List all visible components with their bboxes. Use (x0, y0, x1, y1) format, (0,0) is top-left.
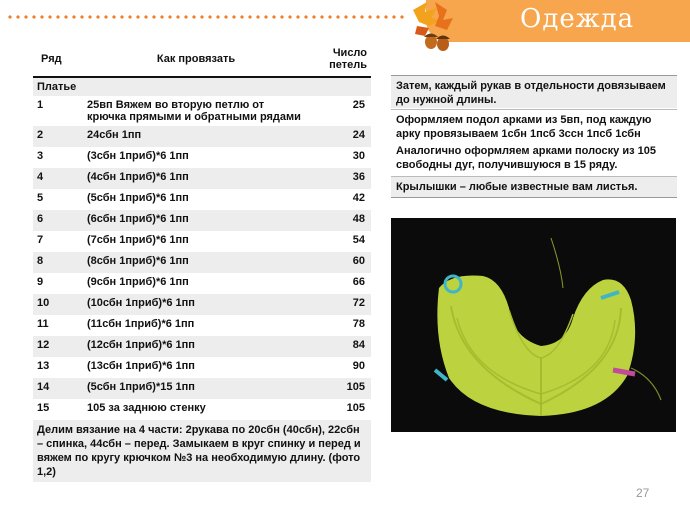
table-row (33, 273, 371, 294)
table-row (33, 378, 371, 399)
table-note: Делим вязание на 4 части: 2рукава по 20сбн (40сбн), 22сбн – спинка, 44сбн – перед. Замыкаем в круг спинку и перед и вяжем по кругу крючком №3 на необходимую длину. (фото 1,2) (33, 420, 371, 482)
section-row (33, 77, 371, 96)
stitch-count-cell: 66 (352, 276, 365, 288)
side-text-hem: Оформляем подол арками из 5вп, под каждую арку провязываем 1сбн 1псб 3ссн 1псб 1сбн (396, 114, 652, 140)
table-row (33, 96, 371, 126)
dotted-divider (6, 15, 406, 19)
instruction-cell: 24сбн 1пп (87, 129, 142, 141)
row-number-cell: 10 (37, 297, 50, 309)
table-row (33, 210, 371, 231)
title-banner (440, 0, 690, 42)
pattern-table (33, 41, 371, 482)
stitch-count-cell: 78 (352, 318, 365, 330)
instruction-cell: (10сбн 1приб)*6 1пп (87, 297, 195, 309)
stitch-count-cell: 72 (352, 297, 365, 309)
table-row (33, 315, 371, 336)
row-number-cell: 14 (37, 381, 50, 393)
row-number-cell: 4 (37, 171, 44, 183)
row-number-cell: 11 (37, 318, 49, 330)
instruction-cell: (4сбн 1приб)*6 1пп (87, 171, 189, 183)
stitch-count-cell: 60 (352, 255, 365, 267)
instruction-cell: (13сбн 1приб)*6 1пп (87, 360, 195, 372)
table-row (33, 294, 371, 315)
stitch-count-cell: 30 (352, 150, 365, 162)
instruction-cell: (3сбн 1приб)*6 1пп (87, 150, 189, 162)
instruction-cell: (5сбн 1приб)*6 1пп (87, 192, 189, 204)
page-number: 27 (636, 486, 650, 500)
side-text-strip: Аналогично оформляем арками полоску из 105 свободны дуг, получившуюся в 15 ряду. (396, 145, 656, 171)
col-header-row: Ряд (41, 52, 62, 65)
page-title: Одежда (520, 4, 635, 34)
instruction-cell: (12сбн 1приб)*6 1пп (87, 339, 195, 351)
instruction-cell: (11сбн 1приб)*6 1пп (87, 318, 195, 330)
instruction-cell: (5сбн 1приб)*15 1пп (87, 381, 195, 393)
row-number-cell: 8 (37, 255, 44, 267)
stitch-count-cell: 90 (352, 360, 365, 372)
autumn-leaves-acorn-icon (405, 0, 465, 58)
instruction-cell: 25вп Вяжем во вторую петлю от крючка прямыми и обратными рядами (87, 99, 301, 123)
stitch-count-cell: 105 (346, 381, 365, 393)
instruction-cell: 105 за заднюю стенку (87, 402, 206, 414)
table-row (33, 147, 371, 168)
row-number-cell: 3 (37, 150, 44, 162)
row-number-cell: 15 (37, 402, 50, 414)
stitch-count-cell: 84 (352, 339, 365, 351)
row-number-cell: 2 (37, 129, 44, 141)
crochet-yoke-photo (391, 218, 676, 432)
row-number-cell: 6 (37, 213, 44, 225)
table-row (33, 357, 371, 378)
table-row (33, 168, 371, 189)
row-number-cell: 7 (37, 234, 44, 246)
stitch-count-cell: 24 (352, 129, 365, 141)
table-header (33, 41, 371, 77)
table-row (33, 399, 371, 420)
instruction-cell: (9сбн 1приб)*6 1пп (87, 276, 189, 288)
instruction-cell: (6сбн 1приб)*6 1пп (87, 213, 189, 225)
table-row (33, 126, 371, 147)
row-number-cell: 13 (37, 360, 50, 372)
col-header-how: Как провязать (156, 52, 236, 65)
row-number-cell: 1 (37, 99, 44, 111)
stitch-count-cell: 42 (352, 192, 365, 204)
table-row (33, 252, 371, 273)
side-text-arches (391, 109, 677, 175)
stitch-count-cell: 54 (352, 234, 365, 246)
section-label: Платье (37, 81, 77, 93)
stitch-count-cell: 36 (352, 171, 365, 183)
row-number-cell: 9 (37, 276, 44, 288)
instruction-cell: (7сбн 1приб)*6 1пп (87, 234, 189, 246)
table-row (33, 189, 371, 210)
stitch-count-cell: 48 (352, 213, 365, 225)
stitch-count-cell: 105 (346, 402, 365, 414)
instruction-cell: (8сбн 1приб)*6 1пп (87, 255, 189, 267)
side-text-sleeves: Затем, каждый рукав в отдельности довязываем до нужной длины. (391, 75, 677, 108)
col-header-count: Число петель (329, 46, 367, 71)
side-text-wings: Крылышки – любые известные вам листья. (391, 176, 677, 198)
row-number-cell: 5 (37, 192, 44, 204)
stitch-count-cell: 25 (352, 99, 365, 111)
table-row (33, 231, 371, 252)
table-row (33, 336, 371, 357)
row-number-cell: 12 (37, 339, 50, 351)
